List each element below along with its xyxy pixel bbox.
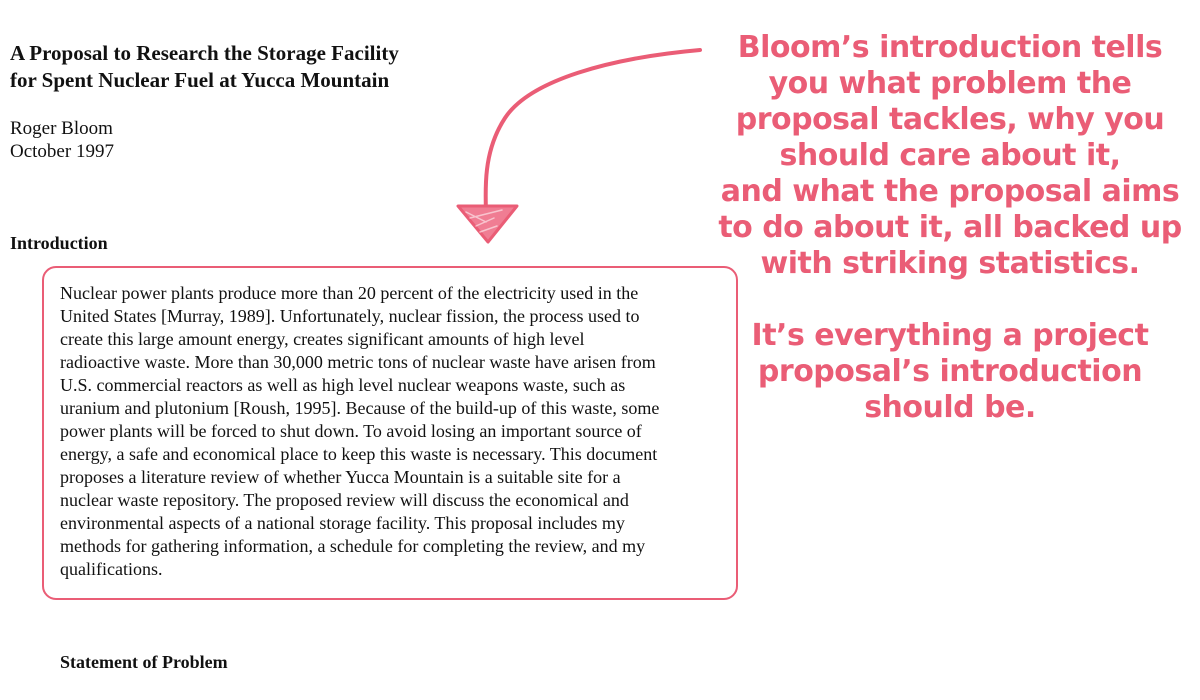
introduction-paragraph bbox=[60, 282, 732, 581]
introduction-line: create this large amount energy, creates significant amounts of high level bbox=[60, 329, 585, 349]
introduction-line: energy, a safe and economical place to keep this waste is necessary. This document bbox=[60, 444, 658, 464]
annotation-line: and what the proposal aims bbox=[720, 174, 1180, 209]
statement-of-problem-heading: Statement of Problem bbox=[60, 652, 228, 672]
introduction-line: U.S. commercial reactors as well as high level nuclear weapons waste, such as bbox=[60, 375, 626, 395]
document-title-line: for Spent Nuclear Fuel at Yucca Mountain bbox=[10, 68, 390, 92]
document-title-line: A Proposal to Research the Storage Facility bbox=[10, 41, 399, 65]
arrow-head bbox=[458, 206, 517, 242]
introduction-heading: Introduction bbox=[10, 233, 108, 253]
annotation-line: to do about it, all backed up bbox=[718, 210, 1182, 245]
introduction-line: United States [Murray, 1989]. Unfortunately, nuclear fission, the process used to bbox=[60, 306, 640, 326]
document-title bbox=[10, 40, 530, 94]
arrow-head-hatching bbox=[466, 210, 502, 232]
annotation-line: proposal’s introduction bbox=[757, 354, 1143, 389]
annotation-line: with striking statistics. bbox=[760, 246, 1140, 281]
annotation-paragraph-1 bbox=[700, 30, 1200, 282]
introduction-line: proposes a literature review of whether Yucca Mountain is a suitable site for a bbox=[60, 467, 621, 487]
introduction-line: uranium and plutonium [Roush, 1995]. Because of the build-up of this waste, some bbox=[60, 398, 660, 418]
annotation-line: proposal tackles, why you bbox=[735, 102, 1165, 137]
document-date: October 1997 bbox=[10, 141, 114, 162]
introduction-line: methods for gathering information, a schedule for completing the review, and my bbox=[60, 536, 646, 556]
introduction-line: radioactive waste. More than 30,000 metric tons of nuclear waste have arisen from bbox=[60, 352, 656, 372]
annotation-line: you what problem the bbox=[768, 66, 1132, 101]
introduction-line: qualifications. bbox=[60, 559, 163, 579]
annotation-line: should be. bbox=[864, 390, 1036, 425]
introduction-line: power plants will be forced to shut down. To avoid losing an important source of bbox=[60, 421, 642, 441]
annotation-paragraph-2 bbox=[700, 318, 1200, 426]
annotation-line: It’s everything a project bbox=[751, 318, 1149, 353]
annotation-line: Bloom’s introduction tells bbox=[737, 30, 1163, 65]
annotation-line: should care about it, bbox=[779, 138, 1121, 173]
author-block bbox=[10, 117, 114, 163]
author-name: Roger Bloom bbox=[10, 118, 113, 139]
introduction-line: Nuclear power plants produce more than 20 percent of the electricity used in the bbox=[60, 283, 639, 303]
introduction-line: environmental aspects of a national storage facility. This proposal includes my bbox=[60, 513, 625, 533]
introduction-line: nuclear waste repository. The proposed review will discuss the economical and bbox=[60, 490, 629, 510]
